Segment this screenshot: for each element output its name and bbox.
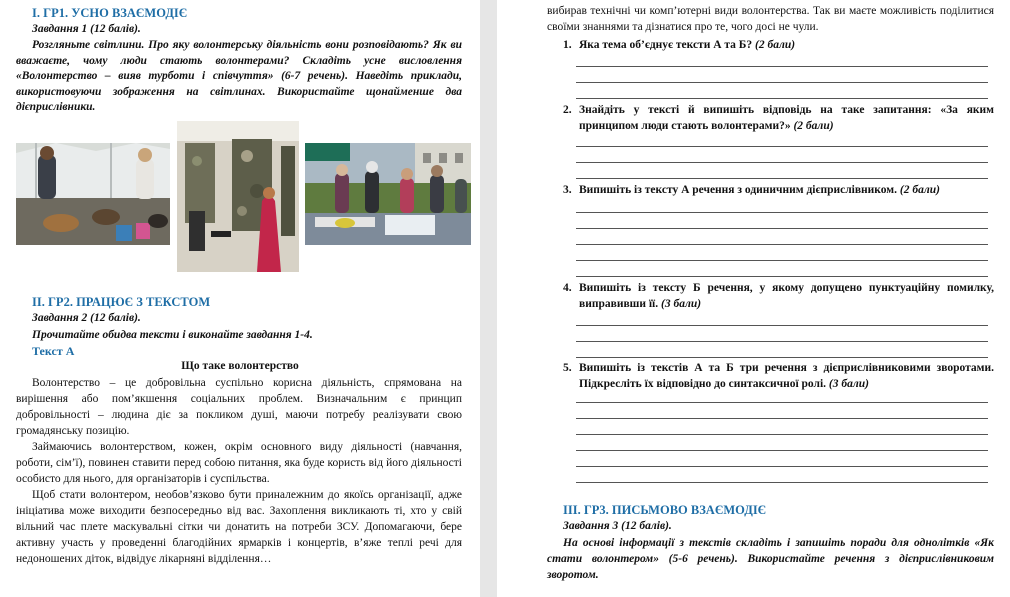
task-3-text: На основі інформації з текстів складіть і запишіть поради для однолітків «Як стати волонтером» (5-6 речень). Використайте речення з дієприслівниковим зворотом.	[547, 537, 994, 581]
question-3-text: Випишіть із тексту А речення з одиничним дієприслівником.	[579, 184, 898, 196]
task-2-text: Прочитайте обидва тексти і виконайте завдання 1-4.	[32, 329, 313, 341]
answer-line[interactable]	[576, 146, 988, 147]
text-a-paragraph-2: Займаючись волонтерством, кожен, окрім основного виду діяльності (навчання, роботи, сім’ї), повинен ставити перед собою питання, яка буде користь від його діяльності особисто для нього, для організаторів і суспільства.	[16, 441, 462, 485]
section-1-title: I. ГР1. УСНО ВЗАЄМОДІЄ	[32, 6, 188, 20]
answer-line[interactable]	[576, 162, 988, 163]
photo-camouflage-nets	[177, 121, 299, 272]
section-2-title: II. ГР2. ПРАЦЮЄ З ТЕКСТОМ	[32, 295, 211, 309]
answer-line[interactable]	[576, 341, 988, 342]
question-5-points: (3 бали)	[828, 378, 869, 390]
intro-text: вибирав технічні чи комп’ютерні види волонтерства. Так ви маєте можливість поділитися своїми знаннями та дізнатися про те, чого досі не чули.	[547, 5, 994, 33]
question-5-text: Випишіть із текстів А та Б три речення з дієприслівниковими зворотами. Підкресліть їх відповідно до синтаксичної ролі.	[579, 362, 994, 390]
answer-line[interactable]	[576, 450, 988, 451]
question-5-number: 5.	[563, 362, 572, 374]
document-page-right	[497, 0, 1010, 597]
photo-charity-fair-image	[305, 143, 471, 245]
answer-line[interactable]	[576, 482, 988, 483]
answer-line[interactable]	[576, 82, 988, 83]
question-1-points: (2 бали)	[755, 39, 796, 51]
task-1-text: Розгляньте світлини. Про яку волонтерську діяльність вони розповідають? Як ви вважаєте, чому люди стають волонтерами? Складіть усне висловлення «Волонтерство – вияв турботи і співчуття» (6-7 речень). Наведіть приклади, використовуючи зображення на світлинах. Використайте щонайменше два дієприслівники.	[16, 39, 462, 113]
page-top-fragment	[232, 0, 244, 3]
photo-dog-adoption	[16, 143, 170, 245]
answer-line[interactable]	[576, 357, 988, 358]
photo-charity-fair	[305, 143, 471, 245]
text-a-label: Текст А	[32, 344, 75, 358]
answer-line[interactable]	[576, 434, 988, 435]
photo-dog-adoption-image	[16, 143, 170, 245]
question-2-text: Знайдіть у тексті й випишіть відповідь на таке запитання: «За яким принципом люди стають волонтерами?»	[579, 104, 994, 132]
question-2-points: (2 бали)	[793, 120, 834, 132]
answer-line[interactable]	[576, 466, 988, 467]
answer-line[interactable]	[576, 244, 988, 245]
question-1-number: 1.	[563, 39, 572, 51]
document-page-left	[0, 0, 480, 597]
question-3-number: 3.	[563, 184, 572, 196]
answer-line[interactable]	[576, 178, 988, 179]
answer-line[interactable]	[576, 325, 988, 326]
question-4-text: Випишіть із тексту Б речення, у якому допущено пунктуаційну помилку, виправивши її.	[579, 282, 994, 310]
text-a-title	[0, 360, 480, 372]
text-a-paragraph-3: Щоб стати волонтером, необов’язково бути приналежним до якоїсь організації, адже ініціатива може виходити безпосередньо від вас. Захоплення викликають ті, хто у свій вільний час плете маскувальні сітки чи донатить на потреби ЗСУ. Допомагаючи, бере активну участь у проведенні благодійних ярмарків і концертів, в’яже теплі речі для недоношених діток, відвідує лікарняні відділення…	[16, 489, 462, 565]
question-3-points: (2 бали)	[899, 184, 940, 196]
task-1-heading: Завдання 1 (12 балів).	[32, 23, 141, 35]
photo-camouflage-nets-image	[177, 121, 299, 272]
question-1-text: Яка тема об’єднує тексти А та Б?	[579, 39, 753, 51]
answer-line[interactable]	[576, 212, 988, 213]
task-2-heading: Завдання 2 (12 балів).	[32, 312, 141, 324]
question-4-number: 4.	[563, 282, 572, 294]
text-a-paragraph-1: Волонтерство – це добровільна суспільно корисна діяльність, спрямована на вирішення або пом’якшення соціальних проблем. Визначальним є принцип добровільності – людина діє за покликом душі, маючи потребу реалізувати свою громадянську позицію.	[16, 377, 462, 437]
question-4-points: (3 бали)	[661, 298, 702, 310]
task-3-heading: Завдання 3 (12 балів).	[563, 520, 672, 532]
answer-line[interactable]	[576, 402, 988, 403]
section-3-title: III. ГР3. ПИСЬМОВО ВЗАЄМОДІЄ	[563, 503, 767, 517]
page-gap-scrollbar[interactable]	[480, 0, 497, 597]
question-2-number: 2.	[563, 104, 572, 116]
answer-line[interactable]	[576, 228, 988, 229]
text-a-title-text: Що таке волонтерство	[181, 360, 299, 372]
answer-line[interactable]	[576, 98, 988, 99]
answer-line[interactable]	[576, 260, 988, 261]
answer-line[interactable]	[576, 66, 988, 67]
answer-line[interactable]	[576, 276, 988, 277]
answer-line[interactable]	[576, 418, 988, 419]
